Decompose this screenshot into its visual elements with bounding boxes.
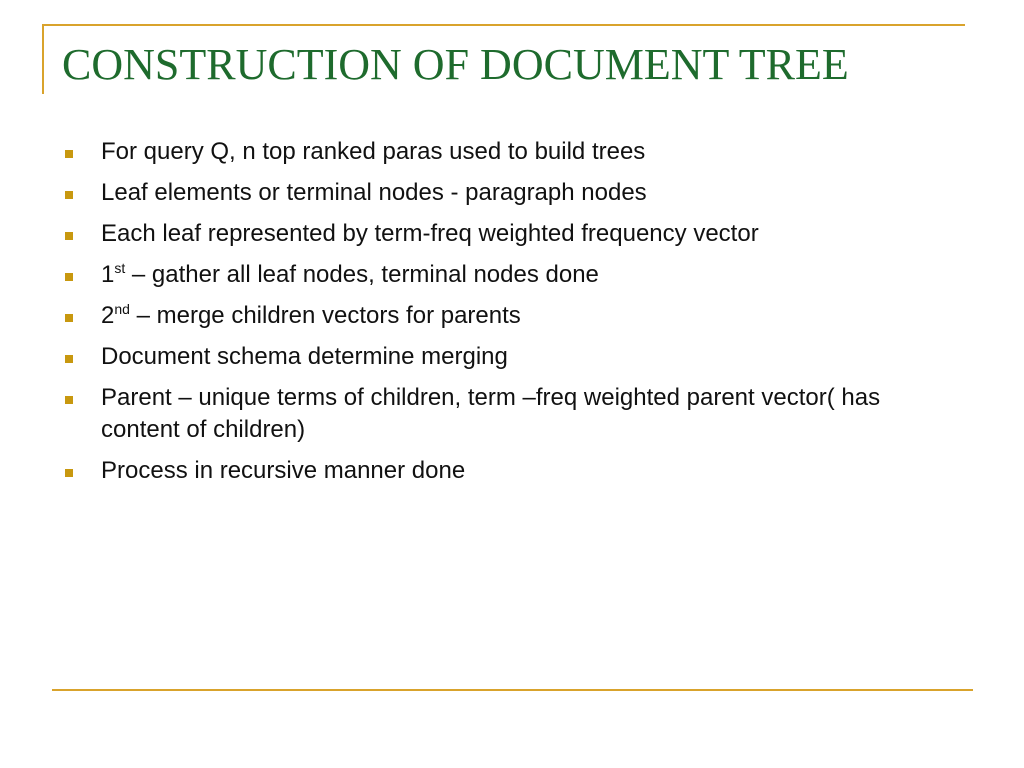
bullet-item: [62, 259, 912, 291]
bullet-text: Each leaf represented by term-freq weighted frequency vector: [101, 220, 759, 247]
bullet-item: [62, 136, 912, 168]
bullet-item: [62, 341, 912, 373]
bullet-item: [62, 177, 912, 209]
bullet-item: [62, 300, 912, 332]
bullet-text: 1st – gather all leaf nodes, terminal nodes done: [101, 260, 599, 288]
bullet-item: [62, 218, 912, 250]
square-bullet-icon: [65, 469, 73, 477]
bottom-rule: [52, 689, 973, 691]
slide-title: CONSTRUCTION OF DOCUMENT TREE: [62, 40, 849, 89]
square-bullet-icon: [65, 314, 73, 322]
top-rule: [43, 24, 965, 26]
bullet-text: Parent – unique terms of children, term –freq weighted parent vector( has content of children): [101, 384, 881, 443]
bullet-text: 2nd – merge children vectors for parents: [101, 301, 521, 329]
left-rule: [42, 24, 44, 94]
square-bullet-icon: [65, 191, 73, 199]
bullet-text: For query Q, n top ranked paras used to build trees: [101, 138, 646, 165]
bullet-text: Leaf elements or terminal nodes - paragraph nodes: [101, 179, 647, 206]
square-bullet-icon: [65, 273, 73, 281]
square-bullet-icon: [65, 232, 73, 240]
square-bullet-icon: [65, 396, 73, 404]
bullet-list: [62, 136, 912, 496]
bullet-text: Document schema determine merging: [101, 343, 508, 370]
bullet-item: [62, 455, 912, 487]
square-bullet-icon: [65, 355, 73, 363]
bullet-text: Process in recursive manner done: [101, 457, 466, 484]
bullet-item: [62, 382, 912, 446]
square-bullet-icon: [65, 150, 73, 158]
